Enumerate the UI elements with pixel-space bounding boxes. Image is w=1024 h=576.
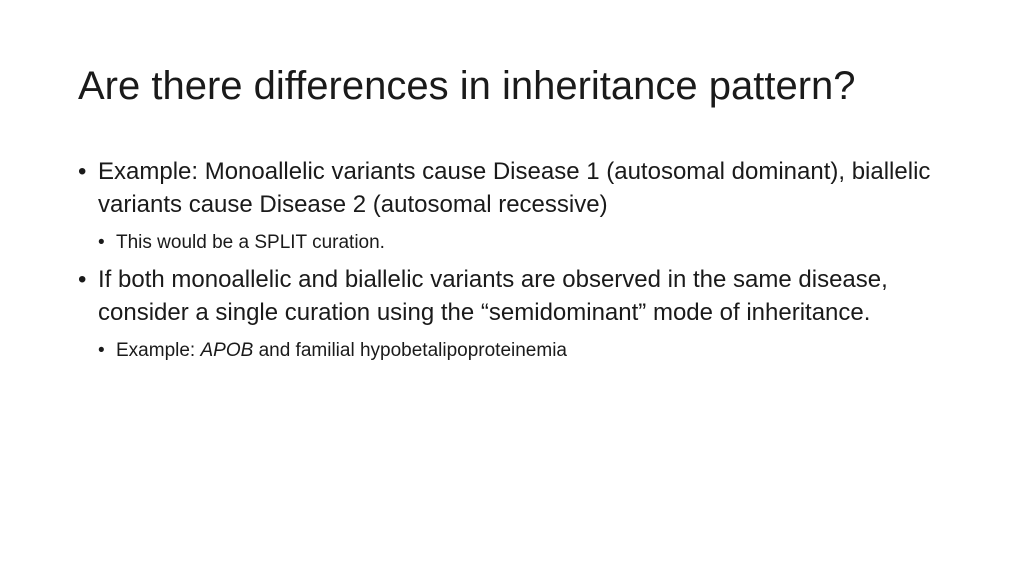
- slide-title: Are there differences in inheritance pattern?: [78, 64, 856, 108]
- bullet-point-icon: •: [78, 266, 87, 293]
- bullet-point-icon: •: [98, 340, 105, 361]
- bullet-item-1: [78, 156, 978, 221]
- sub-bullet-item-1: [78, 229, 978, 256]
- bullet-item-2: [78, 264, 978, 329]
- gene-name: APOB: [200, 340, 254, 361]
- bullet-point-icon: •: [98, 232, 105, 253]
- sub-bullet-text: This would be a SPLIT curation.: [116, 232, 385, 253]
- sub-bullet-item-2: [78, 337, 978, 364]
- bullet-point-icon: •: [78, 158, 87, 185]
- sub-bullet-suffix: and familial hypobetalipoproteinemia: [253, 340, 567, 361]
- sub-bullet-prefix: Example:: [116, 340, 201, 361]
- bullet-text: If both monoallelic and biallelic variants are observed in the same disease, consider a single curation using the “semidominant” mode of inheritance.: [98, 266, 888, 326]
- bullet-text: Example: Monoallelic variants cause Disease 1 (autosomal dominant), biallelic variants cause Disease 2 (autosomal recessive): [98, 158, 931, 218]
- slide-content: [78, 156, 978, 372]
